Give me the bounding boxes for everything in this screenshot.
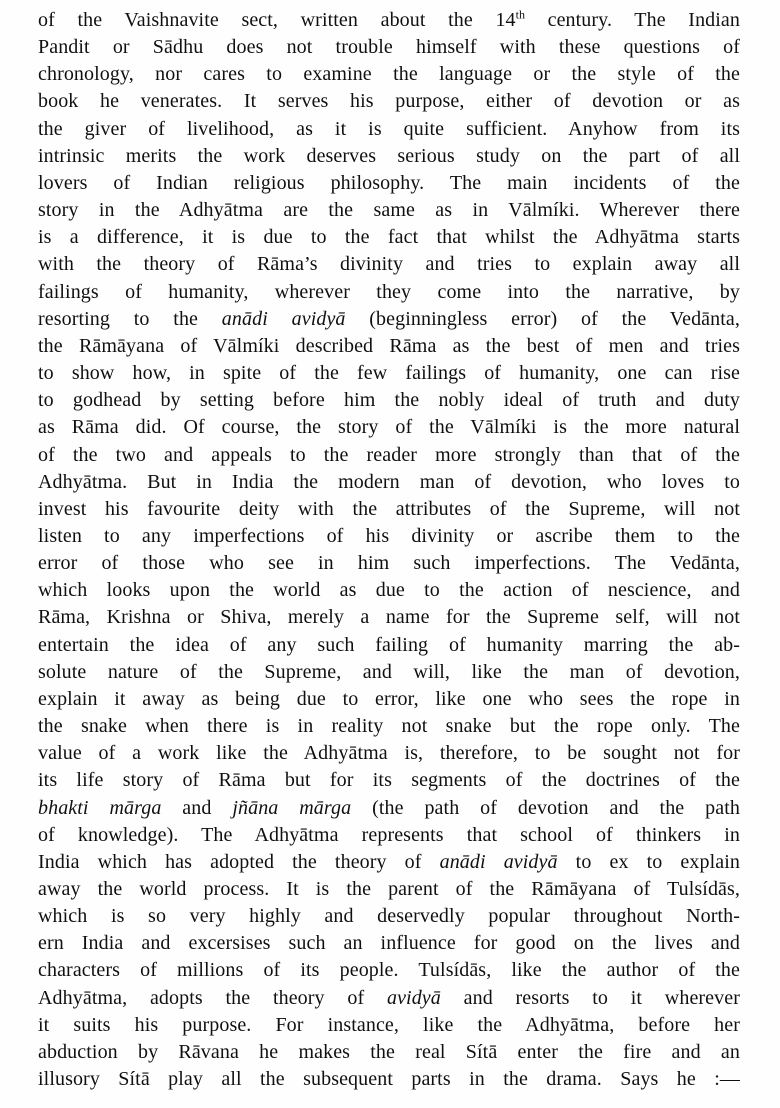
- text-segment: failings of humanity, wherever they come into the narrative, by: [38, 280, 740, 303]
- text-line: [38, 713, 740, 740]
- text-segment: (beginningless error) of the Vedānta,: [345, 307, 740, 330]
- text-line: [38, 306, 740, 333]
- text-segment: (the path of devotion and the path: [351, 796, 740, 819]
- text-segment: chronology, nor cares to examine the language or the style of the: [38, 63, 740, 86]
- text-segment: solute nature of the Supreme, and will, like the man of devotion,: [38, 660, 740, 683]
- text-segment: book he venerates. It serves his purpose, either of devotion or as: [38, 90, 740, 113]
- text-segment: to godhead by setting before him the nobly ideal of truth and duty: [38, 389, 740, 412]
- italic-text: anādi avidyā: [221, 307, 346, 330]
- text-segment: the giver of livelihood, as it is quite sufficient. Anyhow from its: [38, 117, 740, 140]
- text-segment: it suits his purpose. For instance, like the Adhyātma, before her: [38, 1013, 740, 1036]
- text-segment: its life story of Rāma but for its segments of the doctrines of the: [38, 769, 740, 792]
- text-segment: explain it away as being due to error, like one who sees the rope in: [38, 687, 740, 710]
- text-segment: characters of millions of its people. Tulsídās, like the author of the: [38, 959, 740, 982]
- text-segment: story in the Adhyātma are the same as in Vālmíki. Wherever there: [38, 199, 740, 222]
- text-line: [38, 849, 740, 876]
- text-segment: illusory Sítā play all the subsequent parts in the drama. Says he :—: [38, 1068, 740, 1091]
- text-line: [38, 822, 740, 849]
- text-segment: Adhyātma. But in India the modern man of devotion, who loves to: [38, 470, 740, 493]
- text-line: [38, 7, 740, 34]
- text-line: [38, 1012, 740, 1039]
- text-line: [38, 197, 740, 224]
- text-segment: value of a work like the Adhyātma is, therefore, to be sought not for: [38, 742, 740, 765]
- text-line: [38, 985, 740, 1012]
- text-segment: the Rāmāyana of Vālmíki described Rāma as the best of men and tries: [38, 334, 740, 357]
- text-line: [38, 930, 740, 957]
- text-segment: which looks upon the world as due to the action of nescience, and: [38, 579, 740, 602]
- text-line: [38, 577, 740, 604]
- text-line: [38, 360, 740, 387]
- text-segment: Adhyātma, adopts the theory of: [38, 986, 387, 1009]
- text-segment: of the Vaishnavite sect, written about the 14: [38, 9, 516, 31]
- text-line: [38, 251, 740, 278]
- text-line: [38, 279, 740, 306]
- text-line: [38, 632, 740, 659]
- text-segment: entertain the idea of any such failing of humanity marring the ab-: [38, 633, 740, 656]
- text-line: [38, 767, 740, 794]
- italic-text: jñāna mārga: [232, 796, 352, 819]
- text-line: [38, 170, 740, 197]
- text-line: [38, 333, 740, 360]
- text-segment: as Rāma did. Of course, the story of the Vālmíki is the more natural: [38, 416, 740, 439]
- text-line: [38, 957, 740, 984]
- text-segment: resorting to the: [38, 307, 222, 330]
- text-line: [38, 387, 740, 414]
- text-segment: India which has adopted the theory of: [38, 850, 440, 873]
- text-segment: listen to any imperfections of his divinity or ascribe them to the: [38, 524, 740, 547]
- text-segment: ern India and excersises such an influence for good on the lives and: [38, 932, 740, 955]
- text-line: [38, 61, 740, 88]
- text-segment: Rāma, Krishna or Shiva, merely a name for the Supreme self, will not: [38, 606, 740, 629]
- text-segment: lovers of Indian religious philosophy. The main incidents of the: [38, 171, 740, 194]
- text-segment: century. The Indian: [525, 9, 740, 31]
- body-text: [38, 7, 740, 1093]
- text-line: [38, 876, 740, 903]
- text-segment: to ex to explain: [557, 850, 740, 873]
- text-segment: and: [161, 796, 233, 819]
- italic-text: avidyā: [386, 986, 441, 1009]
- text-segment: which is so very highly and deservedly popular throughout North-: [38, 905, 740, 928]
- text-segment: with the theory of Rāma’s divinity and tries to explain away all: [38, 253, 740, 276]
- text-line: [38, 34, 740, 61]
- text-line: [38, 224, 740, 251]
- text-line: [38, 795, 740, 822]
- text-segment: intrinsic merits the work deserves serious study on the part of all: [38, 144, 740, 167]
- text-line: [38, 442, 740, 469]
- text-line: [38, 550, 740, 577]
- text-line: [38, 143, 740, 170]
- text-line: [38, 116, 740, 143]
- text-segment: invest his favourite deity with the attributes of the Supreme, will not: [38, 497, 740, 520]
- text-line: [38, 1066, 740, 1093]
- text-segment: abduction by Rāvana he makes the real Sítā enter the fire and an: [38, 1040, 740, 1063]
- text-segment: Pandit or Sādhu does not trouble himself with these questions of: [38, 36, 740, 59]
- italic-text: anādi avidyā: [439, 850, 558, 873]
- text-line: [38, 740, 740, 767]
- text-segment: the snake when there is in reality not snake but the rope only. The: [38, 715, 740, 738]
- text-segment: is a difference, it is due to the fact that whilst the Adhyātma starts: [38, 226, 740, 249]
- text-line: [38, 414, 740, 441]
- text-line: [38, 1039, 740, 1066]
- text-segment: and resorts to it wherever: [440, 986, 740, 1009]
- text-line: [38, 469, 740, 496]
- text-segment: away the world process. It is the parent of the Rāmāyana of Tulsídās,: [38, 878, 740, 900]
- text-segment: error of those who see in him such imperfections. The Vedānta,: [38, 552, 740, 575]
- text-segment: to show how, in spite of the few failings of humanity, one can rise: [38, 362, 740, 385]
- text-line: [38, 686, 740, 713]
- italic-text: bhakti mārga: [38, 796, 162, 819]
- text-line: [38, 659, 740, 686]
- text-line: [38, 604, 740, 631]
- text-segment: of knowledge). The Adhyātma represents that school of thinkers in: [38, 823, 740, 846]
- superscript-text: th: [515, 7, 525, 22]
- text-line: [38, 496, 740, 523]
- text-line: [38, 903, 740, 930]
- text-line: [38, 88, 740, 115]
- text-segment: of the two and appeals to the reader more strongly than that of the: [38, 443, 740, 466]
- text-line: [38, 523, 740, 550]
